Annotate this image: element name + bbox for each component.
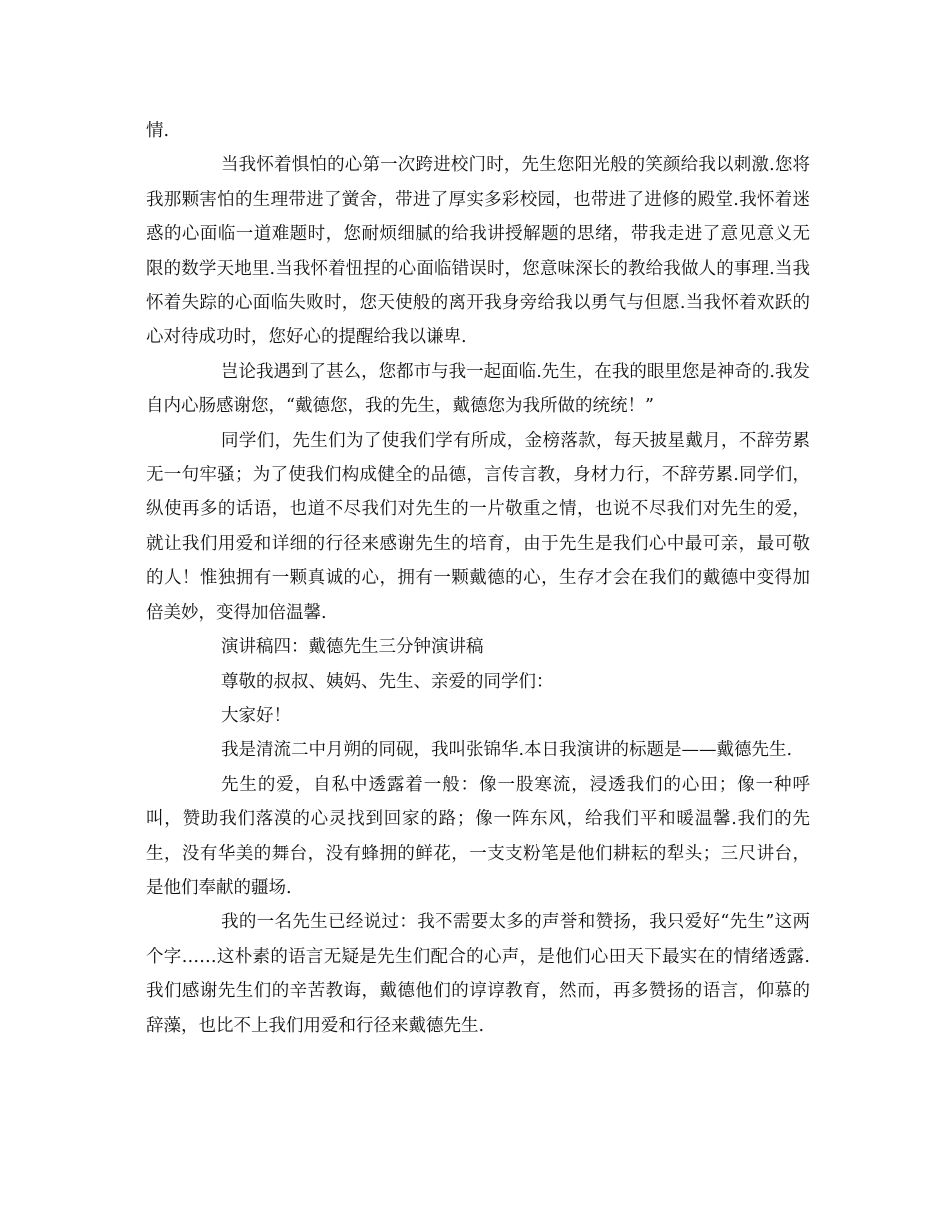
document-page (146, 114, 810, 1043)
salutation: 尊敬的叔叔、姨妈、先生、亲爱的同学们： (221, 671, 554, 692)
paragraph-teacher-quote: 我的一名先生已经说过：我不需要太多的声誉和赞扬，我只爱好“先生”这两个字……这朴素的语言无疑是先生们配合的心声，是他们心田天下最实在的情绪透露.我们感谢先生们的辛苦教诲，戴德他们的谆谆教育，然而，再多赞扬的语言，仰慕的辞藻，也比不上我们用爱和行径来戴德先生. (146, 912, 810, 1036)
paragraph-speaker-intro: 我是清流二中月朔的同砚，我叫张锦华.本日我演讲的标题是——戴德先生. (221, 740, 793, 761)
paragraph-continuation: 情. (146, 121, 170, 141)
greeting: 大家好！ (221, 705, 291, 726)
paragraph-teacher-love: 先生的爱，自私中透露着一般：像一股寒流，浸透我们的心田；像一种呼叫，赞助我们落漠的心灵找到回家的路；像一阵东风，给我们平和暖温馨.我们的先生，没有华美的舞台，没有蜂拥的鲜花，一支支粉笔是他们耕耘的犁头；三尺讲台，是他们奉献的疆场. (146, 774, 810, 898)
paragraph-classmates-appeal: 同学们，先生们为了使我们学有所成，金榜落款，每天披星戴月，不辞劳累无一句牢骚；为了使我们构成健全的品德，言传言教，身材力行，不辞劳累.同学们，纵使再多的话语，也道不尽我们对先生的一片敬重之情，也说不尽我们对先生的爱，就让我们用爱和详细的行径来感谢先生的培育，由于先生是我们心中最可亲，最可敬的人！惟独拥有一颗真诚的心，拥有一颗戴德的心，生存才会在我们的戴德中变得加倍美妙，变得加倍温馨. (146, 430, 810, 623)
paragraph-first-day-school: 当我怀着惧怕的心第一次跨进校门时，先生您阳光般的笑颜给我以刺激.您将我那颗害怕的生理带进了黉舍，带进了厚实多彩校园，也带进了进修的殿堂.我怀着迷惑的心面临一道难题时，您耐烦细腻的给我讲授解题的思绪，带我走进了意见意义无限的数学天地里.当我怀着忸捏的心面临错误时，您意味深长的教给我做人的事理.当我怀着失踪的心面临失败时，您天使般的离开我身旁给我以勇气与但愿.当我怀着欢跃的心对待成功时，您好心的提醒给我以谦卑. (146, 155, 810, 348)
section-heading-speech-four: 演讲稿四：戴德先生三分钟演讲稿 (221, 637, 484, 658)
paragraph-gratitude-quote: 岂论我遇到了甚么，您都市与我一起面临.先生，在我的眼里您是神奇的.我发自内心肠感谢您，“戴德您，我的先生，戴德您为我所做的统统！” (146, 361, 810, 417)
